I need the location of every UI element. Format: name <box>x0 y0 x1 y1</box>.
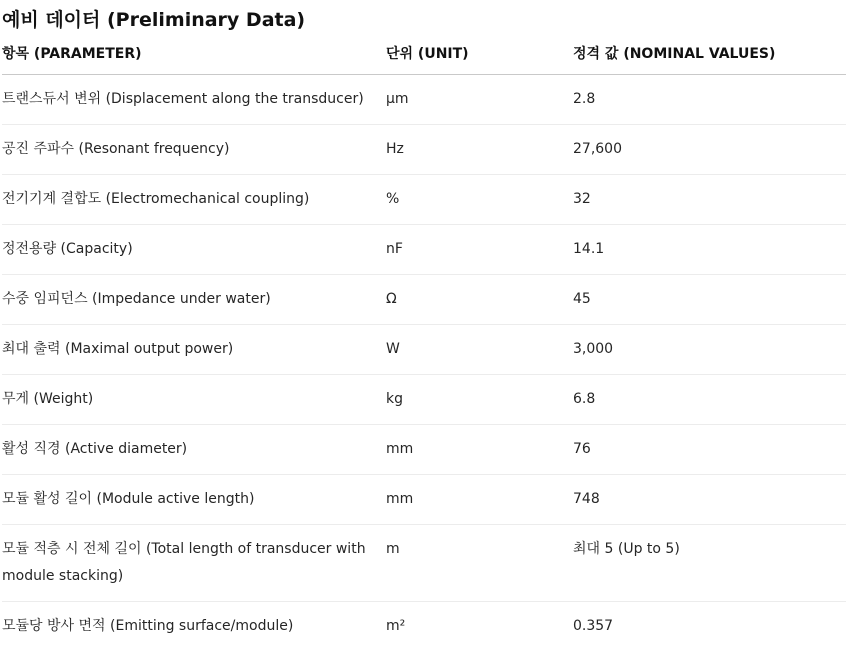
parameter-cell: 무게 (Weight) <box>2 375 386 425</box>
nominal-value-cell: 최대 5 (Up to 5) <box>573 525 846 602</box>
unit-cell: W <box>386 325 573 375</box>
table-row <box>2 175 846 225</box>
parameter-cell: 공진 주파수 (Resonant frequency) <box>2 125 386 175</box>
table-row <box>2 475 846 525</box>
nominal-value-cell: 3,000 <box>573 325 846 375</box>
table-row <box>2 525 846 602</box>
unit-cell: % <box>386 175 573 225</box>
unit-cell: Hz <box>386 125 573 175</box>
unit-cell: nF <box>386 225 573 275</box>
nominal-value-cell: 6.8 <box>573 375 846 425</box>
nominal-value-cell: 27,600 <box>573 125 846 175</box>
table-row <box>2 225 846 275</box>
nominal-value-cell: 0.357 <box>573 618 614 634</box>
parameter-cell: 모듈 적층 시 전체 길이 (Total length of transducer with module stacking) <box>2 525 386 602</box>
header-parameter: 항목 (PARAMETER) <box>2 34 386 75</box>
table-row <box>2 325 846 375</box>
preliminary-data-table <box>2 34 846 651</box>
parameter-cell: 트랜스듀서 변위 (Displacement along the transducer) <box>2 75 386 125</box>
table-row <box>2 375 846 425</box>
parameter-cell: 수중 임피던스 (Impedance under water) <box>2 275 386 325</box>
table-body <box>2 75 846 652</box>
parameter-cell: 모듈 활성 길이 (Module active length) <box>2 475 386 525</box>
unit-cell: mm <box>386 425 573 475</box>
nominal-value-cell: 32 <box>573 175 846 225</box>
nominal-value-cell: 14.1 <box>573 225 846 275</box>
parameter-cell: 최대 출력 (Maximal output power) <box>2 325 386 375</box>
table-header <box>2 34 846 75</box>
page-title: 예비 데이터 (Preliminary Data) <box>2 9 306 31</box>
table-row <box>2 75 846 125</box>
header-unit: 단위 (UNIT) <box>386 34 573 75</box>
parameter-cell: 정전용량 (Capacity) <box>2 225 386 275</box>
unit-cell: µm <box>386 75 573 125</box>
unit-cell: m <box>386 525 573 602</box>
header-nominal-values: 정격 값 (NOMINAL VALUES) <box>573 34 846 75</box>
table-row <box>2 602 846 652</box>
unit-cell: mm <box>386 475 573 525</box>
unit-cell: kg <box>386 375 573 425</box>
parameter-cell: 전기기계 결합도 (Electromechanical coupling) <box>2 175 386 225</box>
nominal-value-cell: 2.8 <box>573 75 846 125</box>
table-row <box>2 275 846 325</box>
parameter-cell: 모듈당 방사 면적 (Emitting surface/module) <box>2 618 294 634</box>
nominal-value-cell: 76 <box>573 425 846 475</box>
unit-cell: Ω <box>386 275 573 325</box>
nominal-value-cell: 45 <box>573 275 846 325</box>
unit-cell: m² <box>386 618 406 634</box>
table-row <box>2 425 846 475</box>
table-row <box>2 125 846 175</box>
table-header-row <box>2 34 846 75</box>
parameter-cell: 활성 직경 (Active diameter) <box>2 425 386 475</box>
nominal-value-cell: 748 <box>573 475 846 525</box>
